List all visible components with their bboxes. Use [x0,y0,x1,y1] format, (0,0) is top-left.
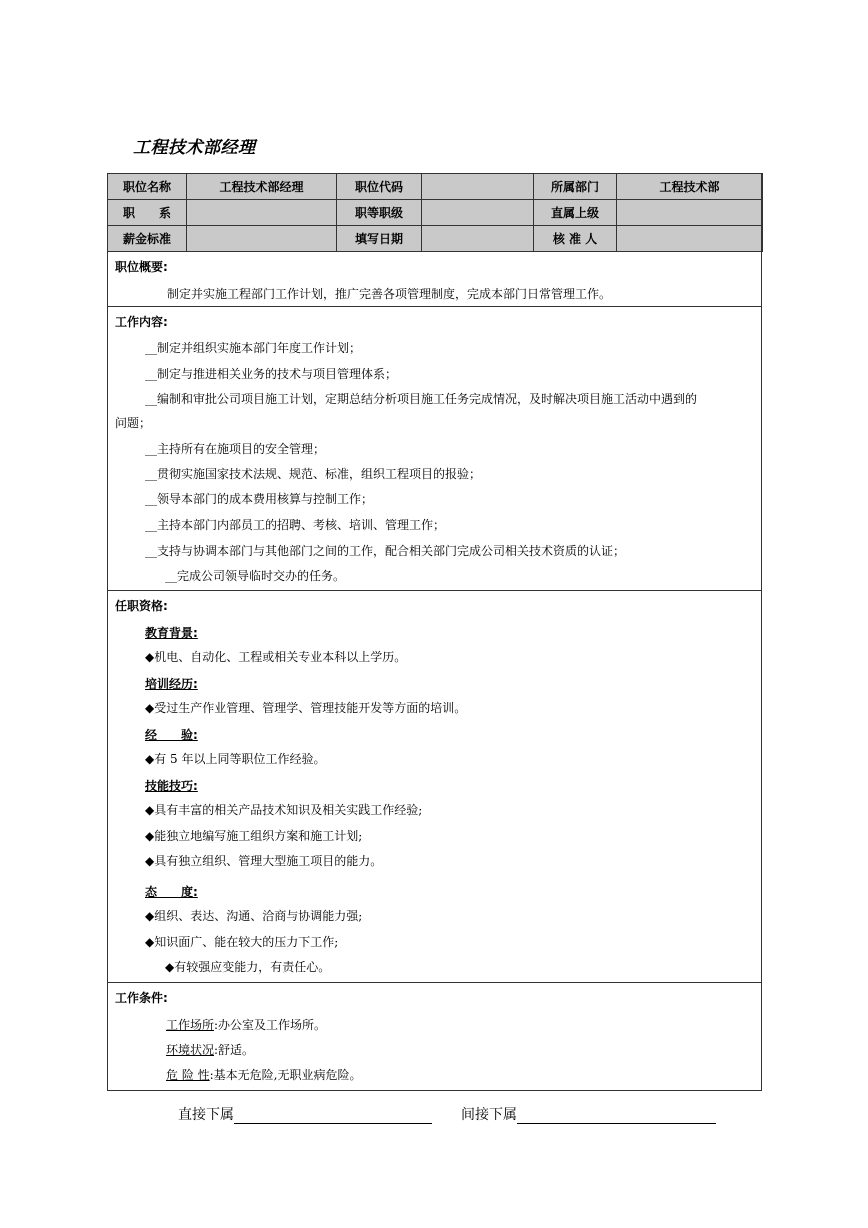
skills-label: 技能技巧: [145,779,198,793]
direct-reports-blank[interactable] [234,1109,432,1124]
training-text: ◆受过生产作业管理、管理学、管理技能开发等方面的培训。 [145,701,467,715]
work-heading: 工作内容: [115,315,168,329]
label-job-family: 职 系 [108,200,187,226]
work-section [107,307,762,591]
summary-heading: 职位概要: [115,260,168,274]
danger-row [166,1066,362,1083]
experience-text: ◆有 5 年以上同等职位工作经验。 [145,752,326,766]
education-text: ◆机电、自动化、工程或相关专业本科以上学历。 [145,650,407,664]
label-grade: 职等职级 [337,200,422,226]
skill-item: ◆能独立地编写施工组织方案和施工计划; [145,829,363,843]
environment-label: 环境状况 [166,1043,215,1057]
indirect-reports-field [461,1104,716,1124]
attitude-item: ◆知识面广、能在较大的压力下工作; [145,935,339,949]
attitude-item: ◆有较强应变能力，有责任心。 [165,960,331,974]
label-position-name: 职位名称 [108,174,187,200]
work-item: __编制和审批公司项目施工计划，定期总结分析项目施工任务完成情况，及时解决项目施工活动中遇到的 [145,392,698,406]
value-department: 工程技术部 [617,174,763,200]
summary-section [107,252,762,307]
work-place-value: :办公室及工作场所。 [214,1018,327,1032]
label-department: 所属部门 [534,174,617,200]
label-fill-date: 填写日期 [337,226,422,252]
indirect-reports-label: 间接下属 [461,1107,517,1123]
work-item: __主持所有在施项目的安全管理； [145,442,326,456]
danger-value: :基本无危险,无职业病危险。 [209,1068,362,1082]
label-position-code: 职位代码 [337,174,422,200]
education-label: 教育背景: [145,626,198,640]
direct-reports-label: 直接下属 [178,1107,234,1123]
work-item: __制定与推进相关业务的技术与项目管理体系； [145,367,398,381]
skill-item: ◆具有丰富的相关产品技术知识及相关实践工作经验; [145,803,423,817]
direct-reports-field [178,1104,432,1124]
summary-text: 制定并实施工程部门工作计划，推广完善各项管理制度，完成本部门日常管理工作。 [167,287,612,301]
work-item: __制定并组织实施本部门年度工作计划； [145,341,362,355]
training-label: 培训经历: [145,677,198,691]
qualifications-heading: 任职资格: [115,599,168,613]
label-direct-supervisor: 直属上级 [534,200,617,226]
conditions-section [107,983,762,1091]
danger-label: 危 险 性 [166,1068,210,1082]
attitude-label: 态 度: [145,885,198,899]
conditions-heading: 工作条件: [115,991,168,1005]
environment-value: :舒适。 [214,1043,255,1057]
experience-label: 经 验: [145,728,198,742]
work-place-label: 工作场所 [166,1018,215,1032]
work-item-continued: 问题； [115,416,152,430]
work-item: __领导本部门的成本费用核算与控制工作； [145,492,374,506]
value-position-name: 工程技术部经理 [187,174,337,200]
work-item: __贯彻实施国家技术法规、规范、标准，组织工程项目的报验； [145,467,482,481]
work-item: __支持与协调本部门与其他部门之间的工作，配合相关部门完成公司相关技术资质的认证； [145,544,626,558]
work-item: __完成公司领导临时交办的任务。 [165,569,346,583]
work-place-row [166,1016,326,1033]
label-salary: 薪金标准 [108,226,187,252]
attitude-item: ◆组织、表达、沟通、洽商与协调能力强; [145,909,363,923]
indirect-reports-blank[interactable] [517,1109,716,1124]
environment-row [166,1041,254,1058]
work-item: __主持本部门内部员工的招聘、考核、培训、管理工作； [145,518,446,532]
qualifications-section [107,591,762,983]
label-approver: 核 准 人 [534,226,617,252]
skill-item: ◆具有独立组织、管理大型施工项目的能力。 [145,854,383,868]
document-title: 工程技术部经理 [133,138,256,158]
